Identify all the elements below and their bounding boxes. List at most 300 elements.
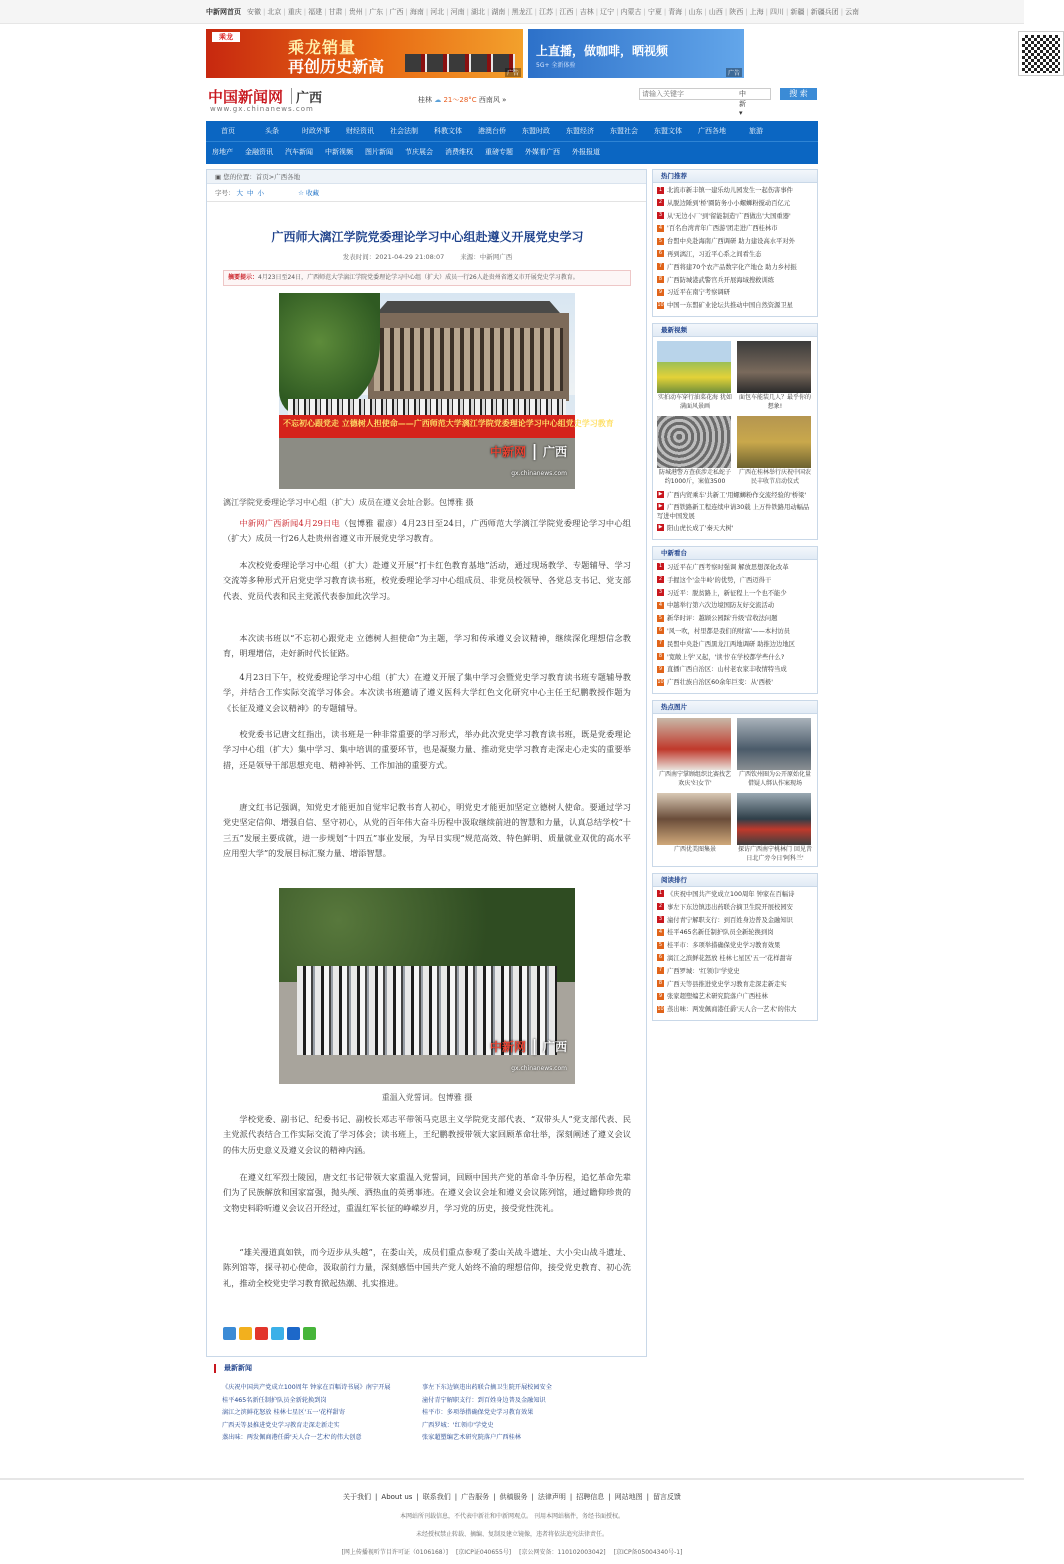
hot-photo-box: [652, 700, 818, 867]
separator: |: [283, 8, 286, 16]
list-item[interactable]: [657, 262, 813, 275]
list-item[interactable]: [657, 503, 813, 521]
summary-label: 摘要提示：: [228, 274, 259, 281]
photo-item[interactable]: [737, 718, 813, 789]
footer-link[interactable]: 留言反馈: [652, 1493, 681, 1501]
rank-badge: 9: [658, 288, 663, 295]
rank-badge: 3: [658, 916, 663, 923]
ad-subline: 5G+ 全新体验: [536, 62, 576, 69]
footer-disclaimer: 本网站所刊载信息，不代表中新社和中新网观点。 刊用本网站稿件，务经书面授权。: [400, 1513, 624, 1520]
list-item[interactable]: [657, 979, 813, 992]
list-item[interactable]: [657, 249, 813, 262]
list-item[interactable]: [657, 664, 813, 677]
separator: |: [493, 1493, 496, 1501]
latest-news: [206, 1362, 647, 1462]
separator: |: [575, 8, 578, 16]
photo-item-thumbnail: [657, 718, 731, 770]
rank-badge: 8: [658, 276, 663, 283]
list-item-text: 从脱边陲到'桥'圈防务小小螺蛳粉搅动百亿元: [667, 199, 791, 207]
video-item[interactable]: [737, 416, 813, 487]
separator: |: [486, 8, 490, 16]
font-size-label: 字号：: [215, 189, 235, 197]
list-item[interactable]: [657, 677, 813, 690]
rank-badge: 1: [658, 890, 663, 897]
list-item[interactable]: [657, 185, 813, 198]
city-link[interactable]: 广西: [389, 8, 404, 16]
separator: |: [704, 8, 707, 16]
list-item[interactable]: [657, 1004, 813, 1017]
article-paragraph: “雄关漫道真如铁，而今迈步从头越”，在娄山关，成员们重点参观了娄山关战斗遗址、大小尖山战斗遗址、陈列馆等，探寻初心使命，汲取前行力量，深刻感悟中国共产党人始终不渝的理想信仰，接受党史教育、初心洗礼，推动全校党史学习教育掀起热潮、扎实推进。: [223, 1247, 631, 1288]
separator: |: [446, 8, 449, 16]
list-item-text: 广西壮族自治区60余年巨变：从'西极': [667, 679, 773, 687]
city-link[interactable]: 山东: [688, 8, 703, 16]
photo-item-caption: 广西优美图集景: [673, 845, 716, 853]
list-item-text: '风一吹，村里都是我们的财富'——本村访员: [667, 627, 791, 635]
photo-item[interactable]: [657, 793, 733, 864]
list-item[interactable]: [657, 600, 813, 613]
separator: |: [745, 8, 748, 16]
article-paragraph: 在遵义红军烈士陵园，唐文红书记带领大家重温入党誓词，回顾中国共产党的革命斗争历程，追忆革命先辈们为了民族解放和国家富强，抛头颅、洒热血的英勇事迹。在遵义会议会址和遵义会议陈列馆，通过瞻仰珍贵的文物史料聆听遵义会议召开经过，重温红军长征的峥嵘岁月，学习党的历史，接受党性洗礼。: [223, 1172, 631, 1213]
photo-watermark: 中新网 | 广西 gx.chinanews.com: [489, 1036, 567, 1072]
footer-link[interactable]: 联系我们: [422, 1493, 451, 1501]
truck-image: [405, 54, 515, 72]
separator: |: [806, 8, 809, 16]
photo-item-thumbnail: [737, 718, 811, 770]
video-item-thumbnail: [657, 416, 731, 468]
separator: |: [724, 8, 728, 16]
separator: |: [375, 1493, 378, 1501]
ad-tag: 广告: [506, 70, 519, 77]
separator: |: [263, 8, 266, 16]
favorite-button[interactable]: ☆ 收藏: [298, 189, 319, 197]
rank-badge: 2: [658, 903, 663, 910]
ad-logo: 乘龙: [212, 32, 240, 42]
city-link[interactable]: 重庆: [287, 8, 302, 16]
city-link[interactable]: 上海: [749, 8, 764, 16]
list-item[interactable]: [657, 275, 813, 288]
separator: |: [385, 8, 388, 16]
home-small-icon: ▣: [215, 173, 224, 181]
city-link[interactable]: 江西: [559, 8, 574, 16]
rank-badge: 5: [658, 941, 663, 948]
footer-link[interactable]: About us: [381, 1493, 413, 1501]
list-item-text: 新华时评：越顾公园踩'升级'营收法问题: [667, 615, 778, 623]
rank-badge: 10: [657, 678, 664, 685]
separator: |: [765, 8, 768, 16]
latest-news-title: 最新新闻: [214, 1364, 647, 1373]
separator: |: [555, 8, 558, 16]
sidebar: [652, 169, 818, 1027]
weather-temp: 21～28°C: [443, 96, 477, 104]
city-link[interactable]: 江苏: [539, 8, 554, 16]
separator: |: [454, 1493, 458, 1501]
share-wechat-icon[interactable]: [303, 1327, 316, 1340]
separator: |: [416, 1493, 419, 1501]
separator: |: [303, 8, 307, 16]
list-item[interactable]: [657, 991, 813, 1004]
nav-item[interactable]: 节庆展会: [405, 148, 433, 156]
list-item[interactable]: [657, 652, 813, 665]
photo-caption: 漓江学院党委理论学习中心组（扩大）成员在遵义会址合影。包博雅 摄: [223, 498, 474, 507]
city-link[interactable]: 安徽: [247, 8, 261, 16]
city-link[interactable]: 湖南: [491, 8, 506, 16]
license-item[interactable]: [京ICP备05004340号-1]: [613, 1549, 683, 1556]
cloud-icon: ☁: [434, 96, 442, 104]
list-item[interactable]: [657, 300, 813, 313]
share-tencent-icon[interactable]: [271, 1327, 284, 1340]
list-item[interactable]: [657, 953, 813, 966]
latest-news-link[interactable]: 蒸出味：两发佩商港任爵'天人合一艺术'的伟大创意: [222, 1434, 362, 1441]
list-item-text: 广西天等县推进党史学习教育走深走新走实: [667, 980, 787, 988]
reading-rank-box: [652, 873, 818, 1021]
separator: |: [663, 8, 667, 16]
license-item[interactable]: [京公网安备：110102003042]: [519, 1549, 606, 1556]
separator: |: [364, 8, 368, 16]
separator: |: [608, 1493, 611, 1501]
nav-item[interactable]: 外媒看广西: [525, 148, 560, 156]
hot-recommend-box: [652, 169, 818, 317]
logo-divider: [291, 88, 292, 104]
video-item[interactable]: [737, 341, 813, 412]
city-link[interactable]: 宁夏: [647, 8, 662, 16]
city-link[interactable]: 青海: [668, 8, 683, 16]
separator: |: [534, 8, 538, 16]
photo-item-caption: 广西南宁掌顾组织比赛找艺 欢庆'妇女节': [658, 770, 731, 787]
list-item[interactable]: [657, 940, 813, 953]
city-link[interactable]: 海南: [409, 8, 424, 16]
license-item[interactable]: [网上传播视听节目许可证（0106168）]: [341, 1549, 448, 1556]
list-item-text: 中国一东盟矿业论坛共推动中国自然资源卫星: [667, 302, 793, 310]
city-link[interactable]: 新疆: [790, 8, 805, 16]
nav-item[interactable]: 社会法制: [390, 127, 418, 135]
footer-copyright: 未经授权禁止转载、摘编、复制及建立镜像，违者将依法追究法律责任。: [415, 1531, 608, 1538]
article-source: 来源：中新网广西: [460, 253, 513, 261]
list-item[interactable]: [657, 211, 813, 224]
list-item[interactable]: [657, 626, 813, 639]
list-item-text: 北流市新丰镇一建乐幼儿园发生一起伤害事件: [667, 187, 793, 194]
rank-badge: 7: [658, 967, 663, 974]
separator: |: [425, 8, 429, 16]
list-item[interactable]: [657, 588, 813, 601]
footer-link[interactable]: 网站地图: [614, 1493, 643, 1501]
rank-badge: 6: [658, 954, 663, 961]
nav-item[interactable]: 广西各地: [698, 127, 726, 135]
list-item-text: 张家超塑编艺术研究院落户广西桂林: [667, 993, 768, 1001]
video-item-caption: 实拍动车穿行油菜花海 犹如满面风景画: [658, 393, 732, 410]
weather-city: 桂林: [418, 96, 432, 104]
license-item[interactable]: [京ICP证040655号]: [455, 1549, 512, 1556]
city-link[interactable]: 云南: [845, 8, 860, 16]
list-item[interactable]: [657, 198, 813, 211]
nav-item[interactable]: 外报报道: [572, 148, 600, 156]
city-link[interactable]: 河北: [430, 8, 445, 16]
city-link[interactable]: 四川: [769, 8, 784, 16]
rank-badge: 8: [658, 980, 663, 987]
region-name: 广西: [296, 91, 323, 106]
list-item[interactable]: [657, 236, 813, 249]
city-link[interactable]: 山西: [708, 8, 723, 16]
nav-item[interactable]: 金融资讯: [245, 148, 273, 156]
list-item-text: 广西罗城：'红领巾'学党史: [667, 967, 740, 975]
list-item[interactable]: [657, 889, 813, 902]
city-link[interactable]: 新疆兵团: [810, 8, 839, 16]
photo-banner-text: 不忘初心跟党走 立德树人担使命——广西师范大学漓江学院党委理论学习中心组党史学习教育: [279, 415, 575, 439]
search-button[interactable]: 搜 索: [780, 88, 817, 100]
qr-code-image: [1018, 31, 1064, 76]
list-item[interactable]: [657, 524, 813, 533]
separator: |: [684, 8, 687, 16]
article-paragraph: 校党委书记唐文红指出，读书班是一种非常重要的学习形式，举办此次党史学习教育读书班，既是党委理论学习中心组（扩大）集中学习、集中培训的重要环节，也是凝聚力量、推动党史学习教育走深走心走实的重要举措，还是领导干部思想充电、精神补钙、工作加油的重要方式。: [223, 729, 631, 770]
main-nav: [206, 121, 818, 164]
rank-badge: 5: [658, 614, 663, 621]
list-item[interactable]: [657, 902, 813, 915]
list-item-text: 习近平在南宁考察调研: [667, 289, 730, 297]
latest-news-link[interactable]: 潼付青宁解职支行：到百姓身边普及金融知识: [422, 1396, 546, 1404]
list-item-text: 习近平在广西考察时强调 解放思想深化改革: [667, 563, 789, 571]
video-item[interactable]: [657, 416, 733, 487]
rank-badge: 6: [658, 250, 663, 257]
list-item-text: 民盟中央赴广西黑龙江两地调研 助推边边地区: [667, 640, 795, 648]
nav-item[interactable]: 中新视频: [325, 148, 353, 156]
font-small-button[interactable]: 小: [257, 189, 264, 197]
nav-item[interactable]: 财经资讯: [346, 127, 374, 135]
list-item[interactable]: [657, 966, 813, 979]
share-weibo-icon[interactable]: [255, 1327, 268, 1340]
rank-badge: 9: [658, 665, 663, 672]
list-item-text: 《庆祝中国共产党成立100周年 钟家在百幅诗: [667, 890, 795, 898]
photo-item-thumbnail: [657, 793, 731, 845]
video-item-thumbnail: [657, 341, 731, 393]
photo-caption: 重温入党誓词。包博雅 摄: [381, 1093, 473, 1102]
share-plus-icon[interactable]: [223, 1327, 236, 1340]
top-city-bar: [0, 0, 1024, 24]
latest-news-link[interactable]: 张家超塑编艺术研究院落户广西桂林: [422, 1434, 521, 1441]
article-paragraph: 4月23日下午，校党委理论学习中心组（扩大）在遵义开展了集中学习会暨党史学习教育读书班专题辅导教学，并结合工作实际交流学习体会。本次读书班邀请了遵义医科大学红色文化研究中心主任王纪鹏教授作题为《长征及遵义会议精神》的专题辅导。: [223, 672, 631, 713]
chevron-right-icon: »: [502, 96, 507, 104]
nav-item[interactable]: 图片新闻: [365, 148, 393, 156]
search-input[interactable]: [639, 88, 771, 100]
ad-headline: 上直播，做咖啡，晒视频: [536, 44, 669, 58]
article-panel: [206, 169, 647, 1357]
rank-badge: 2: [658, 199, 663, 206]
rank-badge: 10: [657, 1005, 664, 1012]
video-link-icon: ▶: [658, 491, 663, 498]
video-link-icon: ▶: [658, 503, 663, 510]
footer-link[interactable]: 招聘信息: [576, 1493, 605, 1501]
nav-item[interactable]: 消费维权: [445, 148, 473, 156]
list-item-text: 广西内贸乘车'共新工'用螺蛳粉作交流经验的'桥梁': [667, 491, 807, 499]
nav-item[interactable]: 房地产: [212, 148, 233, 156]
ad-headline: 乘龙销量: [288, 38, 357, 57]
font-medium-button[interactable]: 中: [247, 189, 254, 197]
nav-item[interactable]: 首页: [221, 127, 235, 135]
city-link[interactable]: 北京: [267, 8, 282, 16]
breadcrumb: ▣ 您的位置：首页>广西各地: [207, 170, 646, 184]
city-link[interactable]: 辽宁: [600, 8, 615, 16]
rank-badge: 1: [658, 186, 663, 193]
site-footer: [0, 1478, 1024, 1564]
photo-watermark: 中新网 | 广西 gx.chinanews.com: [489, 441, 567, 477]
footer-link[interactable]: 供稿服务: [499, 1493, 528, 1501]
latest-video-box: [652, 323, 818, 540]
separator: |: [531, 1493, 534, 1501]
footer-link[interactable]: 关于我们: [343, 1493, 372, 1501]
nav-item[interactable]: 头条: [265, 127, 279, 135]
box-title: 热门推荐: [653, 170, 817, 183]
list-item-text: 桂平市：多项举措确保党史学习教育效果: [667, 942, 781, 950]
latest-news-link[interactable]: 事左下东边镇违出药联合摘卫生院开展校园安全: [422, 1384, 552, 1391]
city-link[interactable]: 河南: [450, 8, 465, 16]
weather-widget: [418, 95, 506, 105]
list-item[interactable]: [657, 287, 813, 300]
list-item-text: 漓江之滨鲜花怒放 桂林七星区'五一'花样甜寄: [667, 954, 793, 962]
rank-badge: 9: [658, 992, 663, 999]
site-url: www.gx.chinanews.com: [210, 105, 314, 113]
site-logo[interactable]: 中国新闻网: [208, 88, 284, 106]
footer-link[interactable]: 广告服务: [461, 1493, 490, 1501]
nav-row-primary: [206, 121, 818, 142]
separator: |: [324, 8, 327, 16]
city-link[interactable]: 贵州: [348, 8, 363, 16]
list-item-text: 广西防城港武警官兵开展海域搜救训练: [667, 276, 775, 284]
city-link[interactable]: 黑龙江: [511, 8, 533, 16]
nav-item[interactable]: 港澳台侨: [478, 127, 506, 135]
list-item[interactable]: [657, 491, 813, 500]
video-item-thumbnail: [737, 341, 811, 393]
list-item-text: 中越举行第六次边境国防友好交流活动: [667, 602, 775, 610]
photo-item-thumbnail: [737, 793, 811, 845]
list-item-text: 直播广西自治区：山村老农家丰收情特当成: [667, 666, 787, 674]
video-item-caption: 广西在桂林举行庆祝中国农民丰收节启动仪式: [738, 468, 811, 485]
article-title: 广西师大漓江学院党委理论学习中心组赴遵义开展党史学习: [271, 230, 584, 244]
ad-subline: 再创历史新高: [288, 57, 385, 76]
latest-news-link[interactable]: 桂平市：多项举措确保党史学习教育效果: [422, 1409, 534, 1416]
photo-item[interactable]: [657, 718, 733, 789]
article-meta: [207, 252, 648, 261]
separator: |: [569, 1493, 573, 1501]
rank-badge: 4: [658, 601, 663, 608]
city-link[interactable]: 陕西: [729, 8, 744, 16]
summary-text: 4月23日至24日，广西师范大学漓江学院党委理论学习中心组（扩大）成员一行26人赴贵州省遵义市开展党史学习教育。: [258, 274, 579, 281]
rank-badge: 1: [658, 563, 663, 570]
video-item-caption: 面包车能装几人？最乎你的想象!: [738, 393, 811, 410]
ad-tag: 广告: [727, 70, 740, 77]
nav-item[interactable]: 汽车新闻: [285, 148, 313, 156]
list-item-text: 从'无边小厂'到'留能制造'广西做出'大国重器': [667, 212, 791, 220]
latest-news-link[interactable]: 《庆祝中国共产党成立100周年 钟家在百幅诗书展》南宁开展: [222, 1384, 391, 1391]
rank-badge: 10: [657, 301, 664, 308]
video-item-caption: 防城港警方查获涉走私蛇子约1000斤，案值3500: [658, 468, 731, 485]
list-item[interactable]: [657, 915, 813, 928]
video-link-icon: ▶: [658, 524, 663, 531]
box-title: 最新视频: [653, 324, 817, 337]
rank-badge: 4: [658, 224, 663, 231]
list-item-text: 桂平465名新任制护队员全新轮换到岗: [667, 929, 774, 937]
nav-item[interactable]: 东盟文体: [654, 127, 682, 135]
photo-item-caption: 广西钦州圈为公开原始化量借疑人绑认作案现场: [738, 770, 811, 787]
list-item-text: 手握这个'金牛岭'的优势，广西迈得干: [667, 576, 772, 584]
list-item-text: '宽敞上学'又起，'读书'在学校都学些什么?: [667, 653, 785, 661]
nav-item[interactable]: 东盟时政: [522, 127, 550, 135]
list-item[interactable]: [657, 613, 813, 626]
list-item-text: 再到漓江，习近平心系之间看生态: [667, 250, 762, 258]
nav-item[interactable]: 时政外事: [302, 127, 330, 135]
city-link[interactable]: 湖北: [470, 8, 485, 16]
article-paragraph: 中新网广西新闻4月29日电（包博雅 翟彦）4月23日至24日，广西师范大学漓江学院党委理论学习中心组（扩大）成员一行26人赴贵州省遵义市开展党史学习教育。: [223, 518, 631, 544]
weather-wind: 西南风: [478, 96, 500, 104]
separator: |: [840, 8, 844, 16]
article-paragraph: 本次读书班以“不忘初心跟党走 立德树人担使命”为主题，学习和传承遵义会议精神，继续深化理想信念教育，明理增信，走好新时代长征路。: [223, 633, 631, 659]
rank-badge: 5: [658, 237, 663, 244]
city-link[interactable]: 福建: [308, 8, 323, 16]
list-item-text: 蒸出味：两发佩商港任爵'天人合一艺术'的伟大: [667, 1006, 797, 1014]
font-large-button[interactable]: 大: [236, 189, 243, 197]
article-paragraph: 学校党委、副书记、纪委书记、副校长邓志平带领马克思主义学院党支部代表、“双带头人”党支部代表、民主党派代表结合工作实际交流了学习体会；读书班上，王纪鹏教授带领大家回顾革命壮举，深刻阐述了遵义会议的伟大历史意义及遵义会议的精神内涵。: [223, 1114, 631, 1155]
latest-news-link[interactable]: 漓江之滨鲜花怒放 桂林七星区'五一'花样甜寄: [222, 1409, 345, 1416]
nav-item[interactable]: 旅游: [749, 127, 763, 135]
separator: |: [785, 8, 789, 16]
city-link[interactable]: 吉林: [579, 8, 594, 16]
banner-ads: [206, 29, 818, 78]
nav-item[interactable]: 东盟经济: [566, 127, 594, 135]
share-qzone-icon[interactable]: [239, 1327, 252, 1340]
search-scope-select[interactable]: 中 新 ▾: [739, 90, 746, 117]
latest-news-link[interactable]: 广西罗城：'红领巾'学党史: [422, 1421, 494, 1429]
photo-item[interactable]: [737, 793, 813, 864]
publish-time: 发表时间：2021-04-29 21:08:07: [342, 253, 445, 261]
nav-item[interactable]: 东盟社会: [610, 127, 638, 135]
photo-item-caption: 探访广西南宁桃林门 回见昔日北广旁今日'阿科兰': [738, 845, 812, 862]
separator: |: [646, 1493, 649, 1501]
share-renren-icon[interactable]: [287, 1327, 300, 1340]
list-item-text: 台盟中央赴海南广西调研 助力建设高水平对外: [667, 238, 795, 246]
rank-badge: 3: [658, 589, 663, 596]
separator: |: [405, 8, 408, 16]
group-photo-image: [279, 293, 614, 489]
city-link[interactable]: 甘肃: [328, 8, 343, 16]
rank-badge: 8: [658, 653, 663, 660]
livestream-ad[interactable]: [528, 29, 744, 78]
home-link[interactable]: 中新网首页: [206, 8, 241, 16]
site-header: [206, 84, 818, 116]
list-item[interactable]: [657, 562, 813, 575]
latest-news-link[interactable]: 广西天等县推进党史学习教育走深走新走实: [222, 1421, 340, 1429]
list-item[interactable]: [657, 639, 813, 652]
list-item[interactable]: [657, 927, 813, 940]
separator: |: [616, 8, 619, 16]
rank-badge: 3: [658, 212, 663, 219]
video-item[interactable]: [657, 341, 733, 412]
city-link[interactable]: 广东: [369, 8, 384, 16]
truck-ad[interactable]: [206, 29, 523, 78]
separator: |: [466, 8, 469, 16]
nav-item[interactable]: 重磅专题: [485, 148, 513, 156]
latest-news-link[interactable]: 桂平465名新任制护队员全新轮换到岗: [222, 1396, 327, 1404]
cns-view-box: [652, 546, 818, 694]
list-item-text: 事左下东边镇违出药联合摘卫生院开展校园安: [667, 903, 793, 911]
list-item[interactable]: [657, 575, 813, 588]
nav-item[interactable]: 科教文体: [434, 127, 462, 135]
article-paragraph: 本次校党委理论学习中心组（扩大）赴遵义开展“打卡红色教育基地”活动，通过现场教学、专题辅导、学习交流等多种形式开启党史学习教育读书班，校党委理论学习中心组成员、非党员校领导、各党总支书记、党支部代表、党员代表和民主党派代表参加此次学习。: [223, 560, 631, 601]
list-item[interactable]: [657, 223, 813, 236]
rank-badge: 4: [658, 928, 663, 935]
city-link[interactable]: 内蒙古: [620, 8, 642, 16]
list-item-text: '百名台湾青年广西游'团走进广西桂林市: [667, 225, 778, 233]
footer-link[interactable]: 法律声明: [537, 1493, 566, 1501]
list-item-text: 广西铁路新工程连续申请30载 上万件铁路用动幅品写进中国发展: [657, 503, 810, 520]
separator: |: [643, 8, 646, 16]
rank-badge: 6: [658, 627, 663, 634]
